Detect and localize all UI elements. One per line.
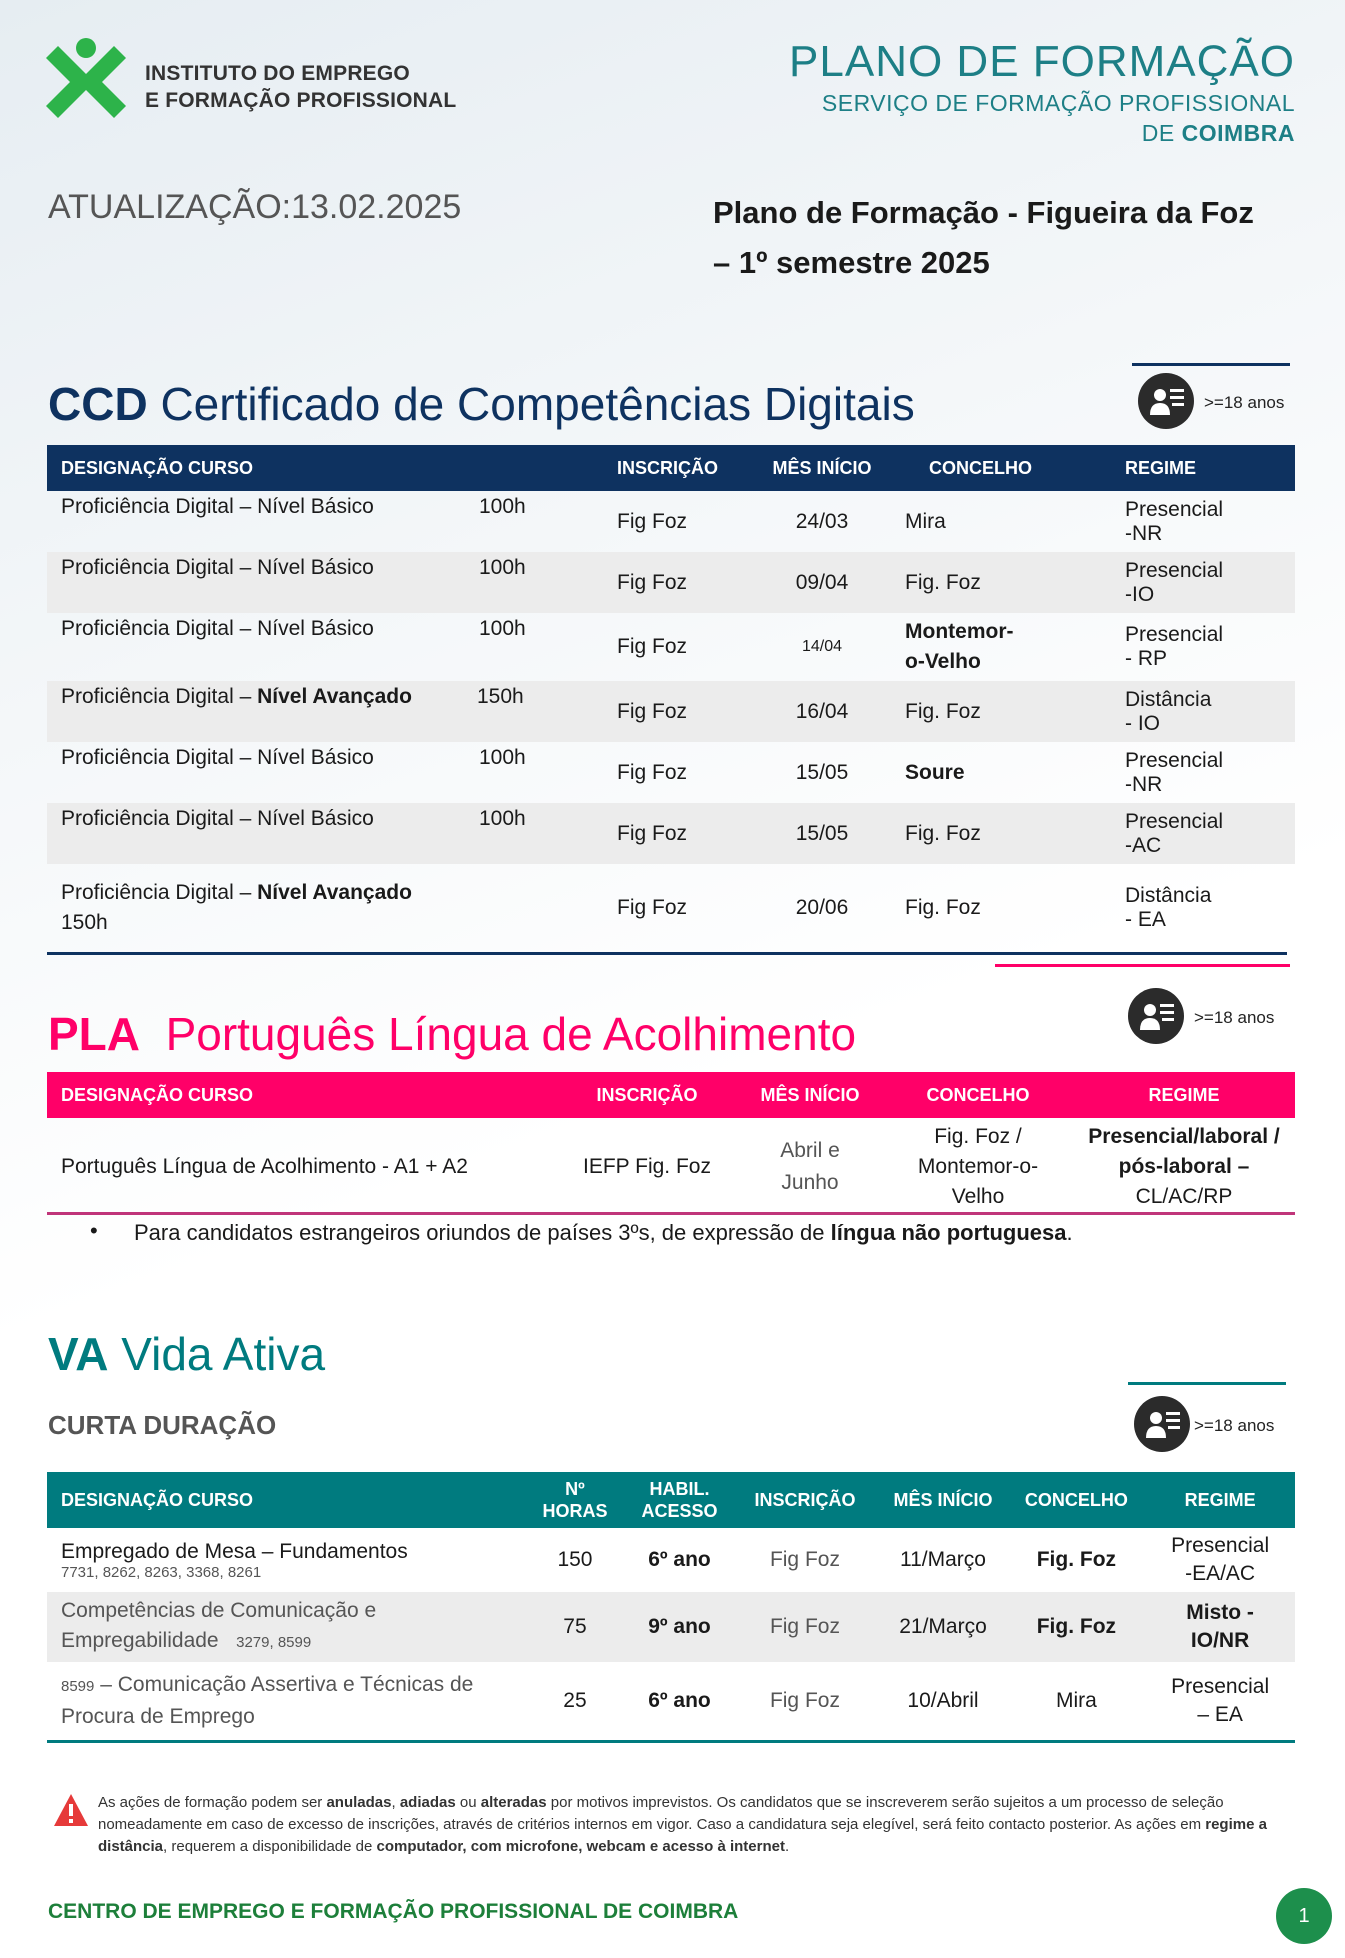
col-header-start: MÊS INÍCIO	[753, 445, 891, 491]
update-value: 13.02.2025	[291, 188, 462, 226]
course-name: Proficiência Digital – Nível Básico	[61, 807, 374, 830]
col-header-inscr: INSCRIÇÃO	[557, 1072, 737, 1118]
inscr-cell: Fig Foz	[731, 1592, 878, 1662]
pla-abbr: PLA	[48, 1008, 140, 1060]
course-level: Nível Avançado	[257, 685, 412, 708]
regime-line2: -NR	[1125, 521, 1163, 545]
course-cell	[47, 864, 603, 952]
regime-line2: - RP	[1125, 647, 1167, 670]
course-codes: 3279, 8599	[236, 1634, 312, 1651]
regime-bold: Presencial/laboral / pós-laboral –	[1088, 1125, 1280, 1178]
course-cell	[47, 491, 603, 552]
col-header-start: MÊS INÍCIO	[878, 1472, 1007, 1528]
col-header-regime: REGIME	[1111, 445, 1295, 491]
start-cell: 15/05	[795, 760, 849, 784]
disclaimer-bold: alteradas	[480, 1794, 547, 1811]
course-name: Proficiência Digital – Nível Básico	[61, 746, 374, 769]
course-cell	[47, 1528, 522, 1592]
va-age-badge	[1128, 1382, 1288, 1452]
ccd-bottom-rule	[47, 952, 1287, 955]
inscr-cell: Fig Foz	[603, 552, 753, 613]
course-name: Proficiência Digital – Nível Básico	[61, 617, 374, 640]
regime-cell	[1111, 552, 1295, 613]
regime-line1: Distância	[1125, 884, 1212, 907]
table-row	[47, 1662, 1295, 1740]
plan-title: PLANO DE FORMAÇÃO	[789, 37, 1295, 86]
va-table-header	[47, 1472, 1295, 1528]
col-header-inscr: INSCRIÇÃO	[603, 445, 753, 491]
va-table	[47, 1472, 1295, 1740]
disclaimer-part: .	[784, 1838, 790, 1855]
table-row	[47, 552, 1295, 613]
note-prefix: Para candidatos estrangeiros oriundos de países 3ºs, de expressão de	[134, 1220, 825, 1245]
inscr-cell: Fig Foz	[617, 635, 688, 658]
regime-rest: CL/AC/RP	[1135, 1185, 1233, 1208]
va-title: Vida Ativa	[121, 1328, 326, 1380]
col-header-concelho: CONCELHO	[1008, 1472, 1146, 1528]
ccd-age-badge	[1132, 363, 1292, 433]
org-name-line1: INSTITUTO DO EMPREGO	[145, 62, 410, 85]
ccd-table-header	[47, 445, 1295, 491]
course-name: Proficiência Digital – Nível Básico	[61, 495, 374, 518]
disclaimer-bold: computador, com microfone, webcam e acesso à internet	[376, 1838, 785, 1855]
regime-line2: -NR	[1125, 772, 1163, 796]
disclaimer-bold: regime a distância	[98, 1816, 1267, 1855]
va-abbr: VA	[48, 1328, 109, 1380]
regime-line1: Distância	[1125, 687, 1212, 711]
course-hours: 100h	[479, 556, 526, 579]
disclaimer-part: ,	[391, 1794, 400, 1811]
course-level: Nível Avançado	[257, 881, 412, 904]
start-cell: Abril e Junho	[780, 1139, 840, 1194]
disclaimer-bold: anuladas	[326, 1794, 392, 1811]
course-cell	[47, 681, 603, 742]
habil-cell: 6º ano	[648, 1689, 711, 1712]
va-age-label: >=18 anos	[1194, 1416, 1275, 1435]
learner-icon	[1134, 1396, 1190, 1452]
col-header-inscr: INSCRIÇÃO	[731, 1472, 878, 1528]
course-cell	[47, 1662, 522, 1740]
learner-icon	[1138, 373, 1194, 429]
concelho-cell: Fig. Foz	[905, 896, 981, 919]
hours-cell: 25	[563, 1689, 587, 1712]
concelho-cell: Mira	[1055, 1689, 1097, 1712]
table-row	[47, 491, 1295, 552]
disclaimer-bold: adiadas	[399, 1794, 456, 1811]
inscr-cell: IEFP Fig. Foz	[583, 1155, 711, 1178]
start-cell: 15/05	[753, 803, 891, 864]
service-line: SERVIÇO DE FORMAÇÃO PROFISSIONAL	[821, 90, 1295, 116]
course-hours: 100h	[479, 746, 526, 769]
pla-age-badge	[1122, 978, 1282, 1048]
col-header-course: DESIGNAÇÃO CURSO	[47, 1472, 522, 1528]
start-cell: 20/06	[795, 896, 849, 919]
pla-top-rule	[995, 964, 1290, 967]
start-cell: 16/04	[753, 681, 891, 742]
inscr-cell: Fig Foz	[769, 1548, 840, 1571]
table-row	[47, 613, 1295, 681]
regime-line2: -AC	[1125, 833, 1162, 857]
course-hours: 100h	[479, 807, 526, 830]
regime-line1: Presencial	[1125, 497, 1224, 521]
course-codes: 8599	[61, 1678, 95, 1695]
col-header-concelho: CONCELHO	[891, 445, 1111, 491]
ccd-title: Certificado de Competências Digitais	[160, 378, 915, 430]
start-cell: 09/04	[753, 552, 891, 613]
service-line-2	[789, 118, 1295, 148]
pla-title: Português Língua de Acolhimento	[165, 1008, 857, 1060]
update-label: ATUALIZAÇÃO:	[48, 188, 292, 226]
concelho-cell: Fig. Foz	[891, 803, 1111, 864]
concelho-cell: Fig. Foz	[1036, 1548, 1117, 1571]
start-cell: 24/03	[795, 509, 849, 533]
course-cell	[47, 742, 603, 803]
table-row	[47, 1528, 1295, 1592]
regime-cell	[1111, 803, 1295, 864]
concelho-cell: Montemor-o-Velho	[905, 620, 1014, 673]
regime-line1: Presencial	[1125, 623, 1224, 646]
service-prefix: DE	[1141, 120, 1175, 146]
course-hours: 100h	[479, 495, 526, 518]
regime-cell	[1111, 681, 1295, 742]
course-name-prefix: Proficiência Digital –	[61, 881, 258, 904]
inscr-cell: Fig Foz	[617, 509, 688, 533]
course-name: – Comunicação Assertiva e Técnicas de Procura de Emprego	[61, 1673, 474, 1728]
hours-cell: 150	[557, 1548, 593, 1571]
course-cell	[47, 1592, 522, 1662]
regime-cell	[1111, 613, 1295, 681]
regime-line1: Presencial	[1125, 809, 1224, 833]
update-date	[48, 188, 461, 227]
regime-line2: -IO	[1125, 582, 1155, 606]
note-suffix: .	[1066, 1220, 1073, 1245]
concelho-cell: Fig. Foz	[891, 552, 1111, 613]
col-header-regime: REGIME	[1145, 1472, 1295, 1528]
regime-cell	[1111, 491, 1295, 552]
regime-cell: Misto - IO/NR	[1145, 1592, 1295, 1662]
plan-header	[789, 36, 1295, 148]
regime-line2: - IO	[1125, 711, 1160, 735]
col-header-concelho: CONCELHO	[883, 1072, 1073, 1118]
regime-line1: Presencial	[1125, 558, 1224, 582]
col-header-regime: REGIME	[1073, 1072, 1295, 1118]
regime-line1: Presencial	[1125, 748, 1224, 772]
disclaimer-part: ou	[455, 1794, 481, 1811]
plan-subtitle-line1: Plano de Formação - Figueira da Foz	[713, 195, 1254, 230]
iefp-logo-icon	[40, 36, 132, 120]
table-row	[47, 1118, 1295, 1216]
inscr-cell: Fig Foz	[603, 681, 753, 742]
ccd-abbr: CCD	[48, 378, 148, 430]
col-header-start: MÊS INÍCIO	[737, 1072, 883, 1118]
regime-line2: - EA	[1125, 908, 1166, 931]
regime-cell: Presencial – EA	[1171, 1675, 1270, 1726]
hours-cell: 75	[522, 1592, 627, 1662]
ccd-table	[47, 445, 1295, 952]
concelho-cell: Fig. Foz	[891, 681, 1111, 742]
note-text	[134, 1220, 1073, 1245]
col-header-habil: HABIL. ACESSO	[627, 1472, 731, 1528]
start-cell: 21/Março	[878, 1592, 1007, 1662]
pla-section-title	[48, 1006, 856, 1062]
course-name: Empregado de Mesa – Fundamentos	[61, 1539, 408, 1563]
pla-note	[92, 1220, 1073, 1246]
course-cell: Português Língua de Acolhimento - A1 + A2	[61, 1155, 468, 1178]
col-header-hours: Nº HORAS	[522, 1472, 627, 1528]
pla-table	[47, 1072, 1295, 1216]
habil-cell: 9º ano	[627, 1592, 731, 1662]
course-hours: 150h	[61, 911, 108, 934]
page-number: 1	[1276, 1888, 1332, 1944]
plan-subtitle-line2: – 1º semestre 2025	[713, 245, 990, 280]
regime-cell	[1073, 1118, 1295, 1216]
concelho-cell: Mira	[905, 509, 946, 533]
start-cell: 10/Abril	[907, 1689, 979, 1712]
concelho-cell: Fig. Foz	[1008, 1592, 1146, 1662]
table-row	[47, 803, 1295, 864]
regime-cell	[1111, 742, 1295, 803]
regime-cell	[1111, 864, 1295, 952]
plan-subtitle	[713, 188, 1303, 288]
course-cell	[47, 552, 603, 613]
table-row	[47, 681, 1295, 742]
org-name	[145, 60, 456, 114]
va-bottom-rule	[47, 1740, 1295, 1743]
disclaimer-text	[98, 1792, 1283, 1858]
table-row	[47, 742, 1295, 803]
start-cell: 14/04	[801, 638, 843, 655]
ccd-age-label: >=18 anos	[1204, 393, 1285, 412]
course-hours: 150h	[477, 685, 524, 708]
disclaimer-part: por motivos imprevistos. Os candidatos que se inscreverem serão sujeitos a um processo de seleção nomeadamente em caso de excesso de inscrições, através de critérios internos em vigor. Caso a candidatura seja elegível, será feito contacto posterior. As ações em	[98, 1794, 1224, 1833]
ccd-section-title	[48, 376, 915, 432]
footer-text: CENTRO DE EMPREGO E FORMAÇÃO PROFISSIONAL DE COIMBRA	[48, 1900, 739, 1923]
bullet-icon: •	[90, 1218, 98, 1243]
inscr-cell: Fig Foz	[769, 1689, 840, 1712]
table-row	[47, 864, 1295, 952]
course-hours: 100h	[479, 617, 526, 640]
pla-table-header	[47, 1072, 1295, 1118]
inscr-cell: Fig Foz	[617, 760, 688, 784]
col-header-course: DESIGNAÇÃO CURSO	[47, 1072, 557, 1118]
va-subtitle: CURTA DURAÇÃO	[48, 1410, 277, 1440]
concelho-cell: Soure	[905, 760, 965, 784]
course-name: Proficiência Digital – Nível Básico	[61, 556, 374, 579]
table-row	[47, 1592, 1295, 1662]
regime-cell: Presencial -EA/AC	[1171, 1534, 1270, 1585]
warning-icon	[52, 1792, 90, 1828]
va-section-title	[48, 1326, 325, 1382]
learner-icon	[1128, 988, 1184, 1044]
inscr-cell: Fig Foz	[617, 896, 688, 919]
org-name-line2: E FORMAÇÃO PROFISSIONAL	[145, 89, 457, 112]
habil-cell: 6º ano	[648, 1548, 711, 1571]
pla-age-label: >=18 anos	[1194, 1008, 1275, 1027]
inscr-cell: Fig Foz	[603, 803, 753, 864]
service-city: COIMBRA	[1181, 120, 1295, 146]
col-header-course: DESIGNAÇÃO CURSO	[47, 445, 603, 491]
disclaimer-part: , requerem a disponibilidade de	[163, 1838, 377, 1855]
start-cell: 11/Março	[900, 1548, 986, 1571]
course-cell	[47, 613, 603, 681]
course-cell	[47, 803, 603, 864]
course-codes: 7731, 8262, 8263, 3368, 8261	[61, 1563, 262, 1581]
concelho-cell: Fig. Foz / Montemor-o-Velho	[917, 1125, 1039, 1208]
pla-bottom-rule	[47, 1212, 1295, 1215]
disclaimer-part: As ações de formação podem ser	[98, 1794, 327, 1811]
course-name: Competências de Comunicação e Empregabilidade	[61, 1599, 377, 1652]
course-name-prefix: Proficiência Digital –	[61, 685, 258, 708]
note-bold: língua não portuguesa	[830, 1220, 1067, 1245]
